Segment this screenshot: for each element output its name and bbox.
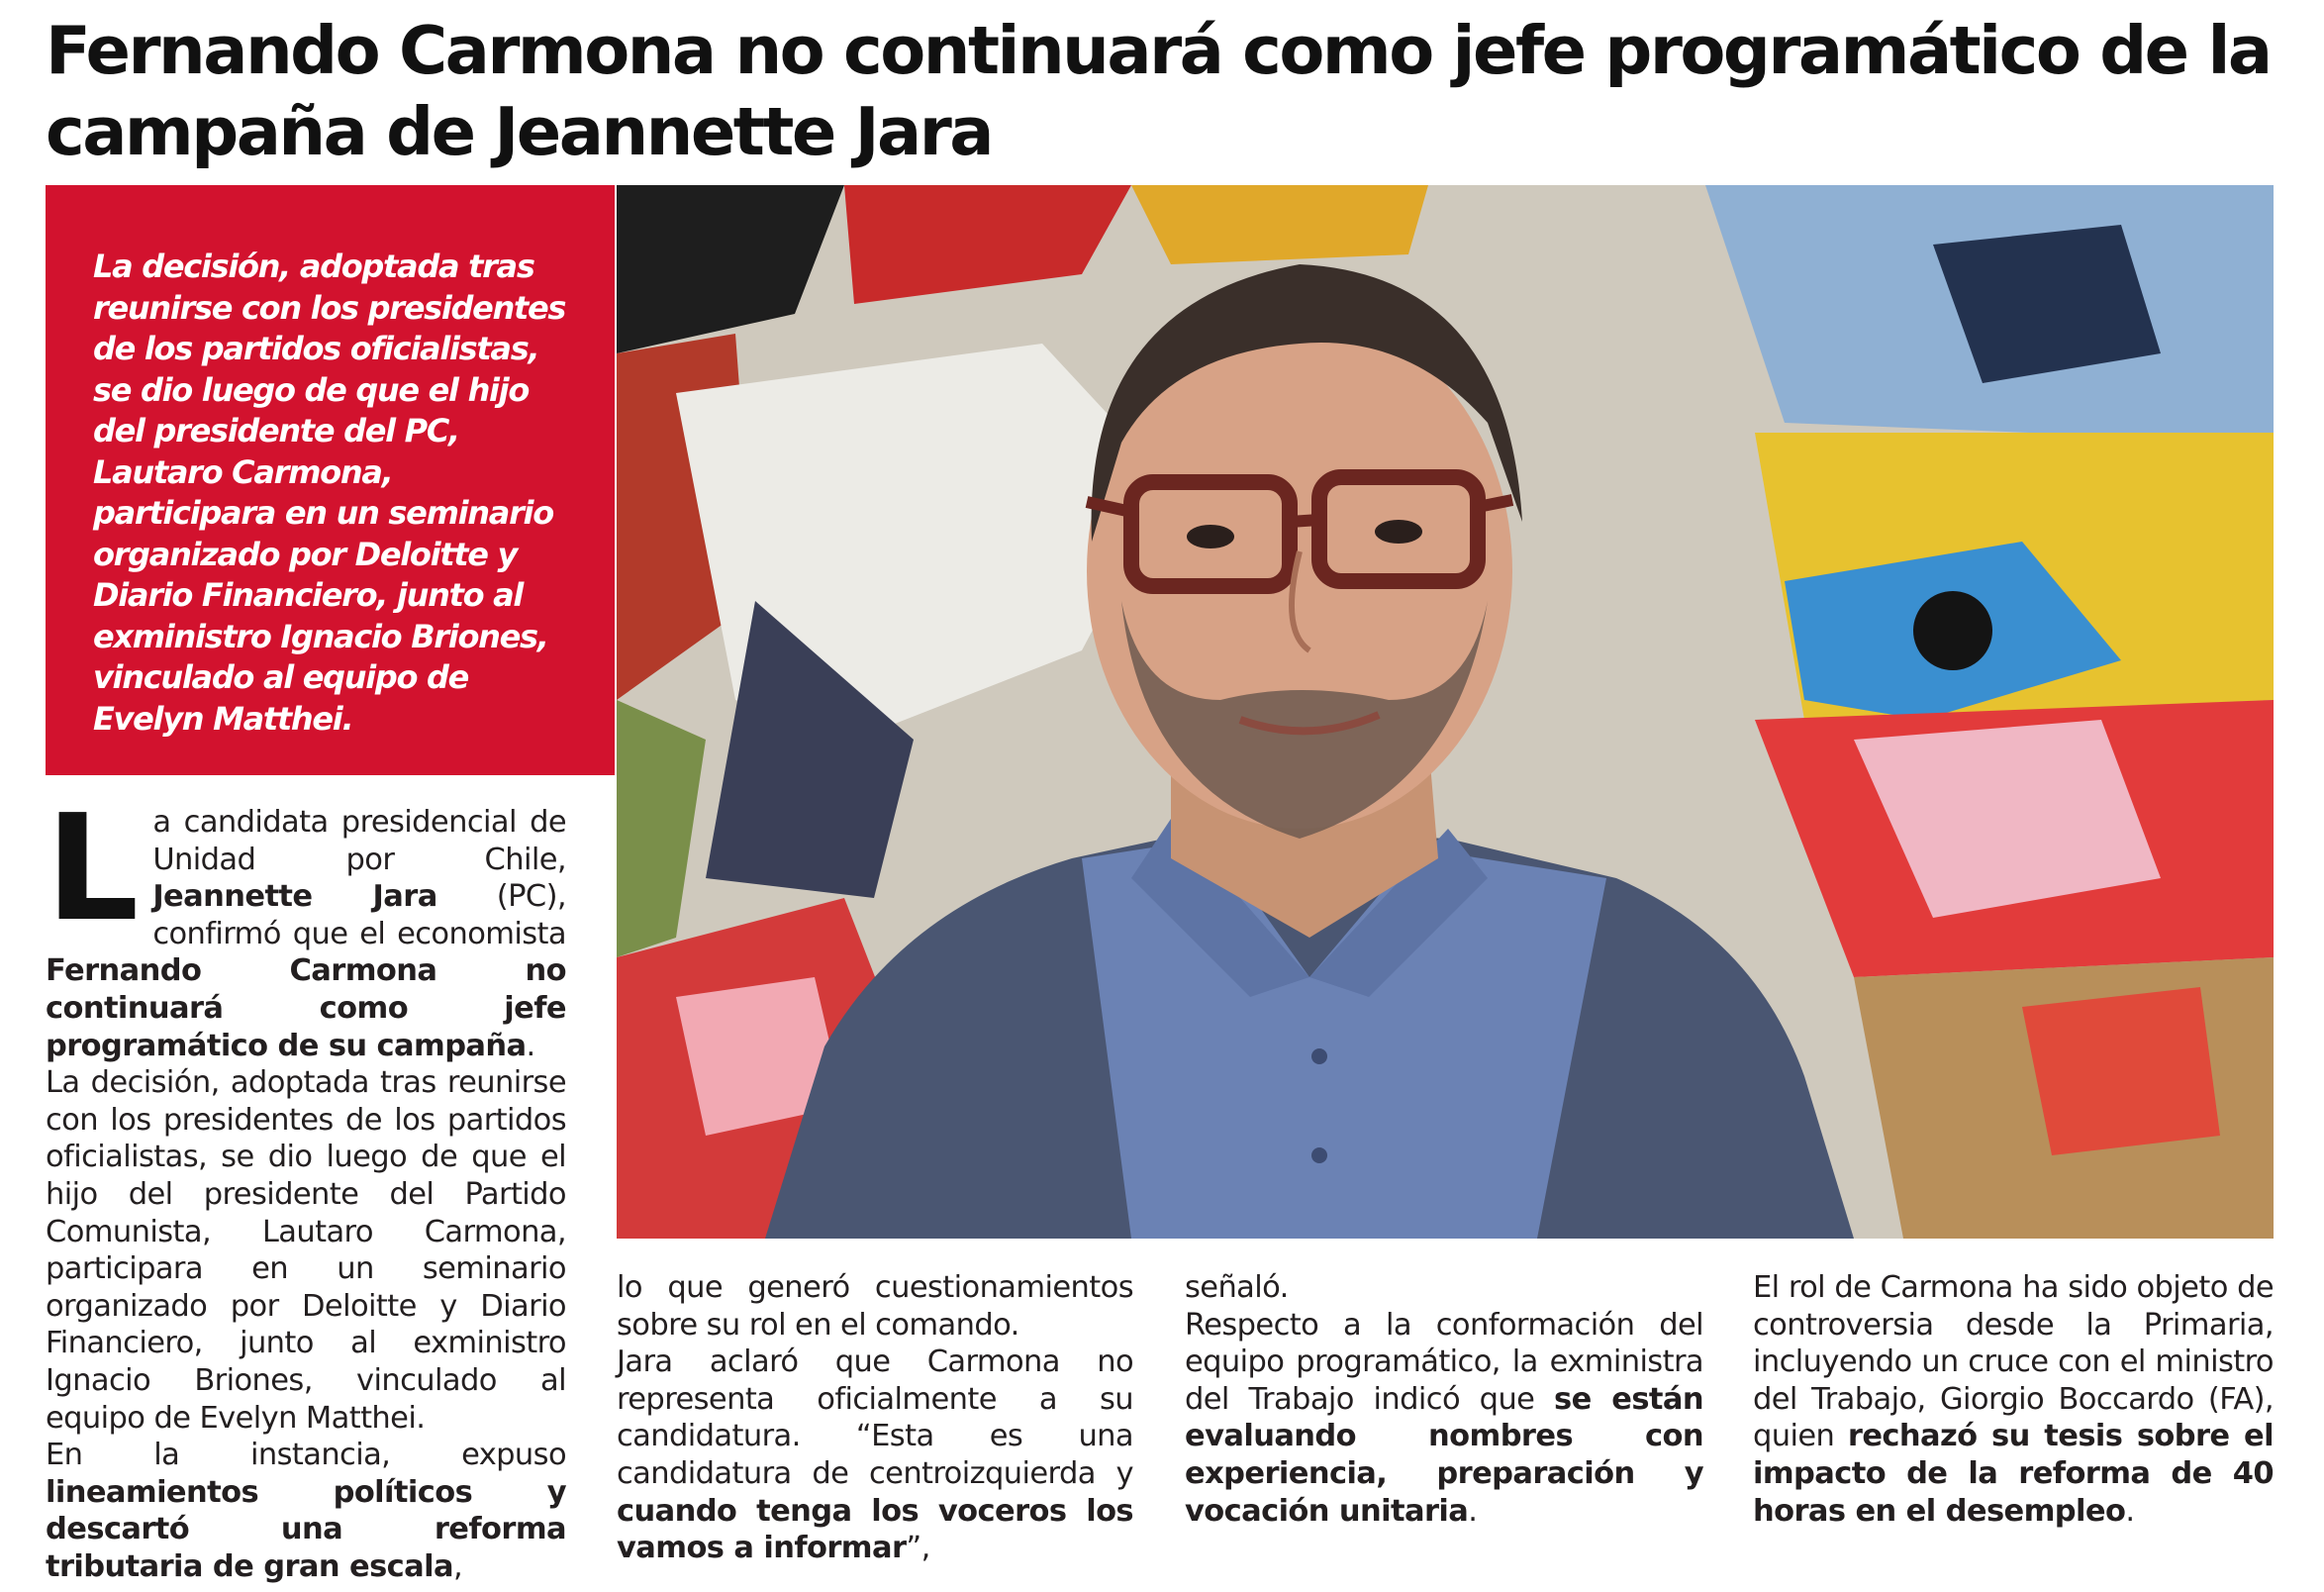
text-run: ,	[452, 1548, 463, 1584]
text-run: ”,	[906, 1531, 930, 1566]
text-run: Jara aclaró que Carmona no representa oficialmente a su candidatura. “Esta es una candidatura de centroizquierda y	[617, 1344, 1133, 1491]
portrait-photo	[617, 185, 2274, 1239]
article-column-1	[46, 783, 566, 1585]
paragraph: señaló.	[1185, 1270, 1289, 1305]
article-column-2	[617, 1269, 1133, 1567]
bold-text: Jeannette Jara	[152, 879, 437, 915]
text-run: a candidata presidencial de Unidad por Chile,	[152, 805, 566, 877]
bold-text: lineamientos políticos y descartó una reforma tributaria de gran escala	[46, 1474, 566, 1584]
paragraph	[1185, 1307, 1703, 1531]
paragraph: La decisión, adoptada tras reunirse con los presidentes de los partidos oficialistas, se dio luego de que el hijo del presidente del Partido Comunista, Lautaro Carmona, participara en un seminario organizado por Deloitte y Diario Financiero, junto al exministro Ignacio Briones, vinculado al equipo de Evelyn Matthei.	[46, 1065, 566, 1436]
lead-text: La decisión, adoptada tras reunirse con los presidentes de los partidos oficialistas, se dio luego de que el hijo del presidente del PC, Lautaro Carmona, participara en un seminario organizado por Deloitte y Diario Financiero, junto al exministro Ignacio Briones, vinculado al equipo de Evelyn Matthei.	[93, 248, 566, 738]
article-column-3	[1185, 1269, 1703, 1530]
headline: Fernando Carmona no continuará como jefe programático de la campaña de Jeannette Jara	[46, 12, 2271, 170]
portrait-illustration	[617, 185, 2274, 1239]
text-run: .	[526, 1028, 535, 1063]
bold-text: cuando tenga los voceros los vamos a informar	[617, 1493, 1133, 1566]
paragraph	[46, 1437, 566, 1585]
text-run: El rol de Carmona ha sido objeto de controversia desde la Primaria, incluyendo un cruce con el ministro del Trabajo, Giorgio Boccardo (FA), quien	[1753, 1270, 2274, 1454]
article-column-4	[1753, 1269, 2274, 1530]
text-run: Respecto a la conformación del equipo programático, la exministra del Trabajo indicó que	[1185, 1307, 1703, 1417]
paragraph	[1753, 1269, 2274, 1530]
text-run: (PC), confirmó que el economista	[152, 879, 566, 951]
bold-text: rechazó su tesis sobre el impacto de la reforma de 40 horas en el desempleo	[1753, 1419, 2274, 1529]
text-run: .	[1468, 1493, 1478, 1529]
bold-text: Fernando Carmona no continuará como jefe programático de su campaña	[46, 953, 566, 1063]
text-run: .	[2125, 1493, 2135, 1529]
dropcap: L	[46, 783, 140, 953]
paragraph: lo que generó cuestionamientos sobre su rol en el comando.	[617, 1270, 1133, 1343]
text-run: En la instancia, expuso	[46, 1438, 566, 1473]
bold-text: se están evaluando nombres con experiencia, preparación y vocación unitaria	[1185, 1381, 1703, 1529]
paragraph	[617, 1343, 1133, 1567]
lead-box	[46, 185, 615, 775]
